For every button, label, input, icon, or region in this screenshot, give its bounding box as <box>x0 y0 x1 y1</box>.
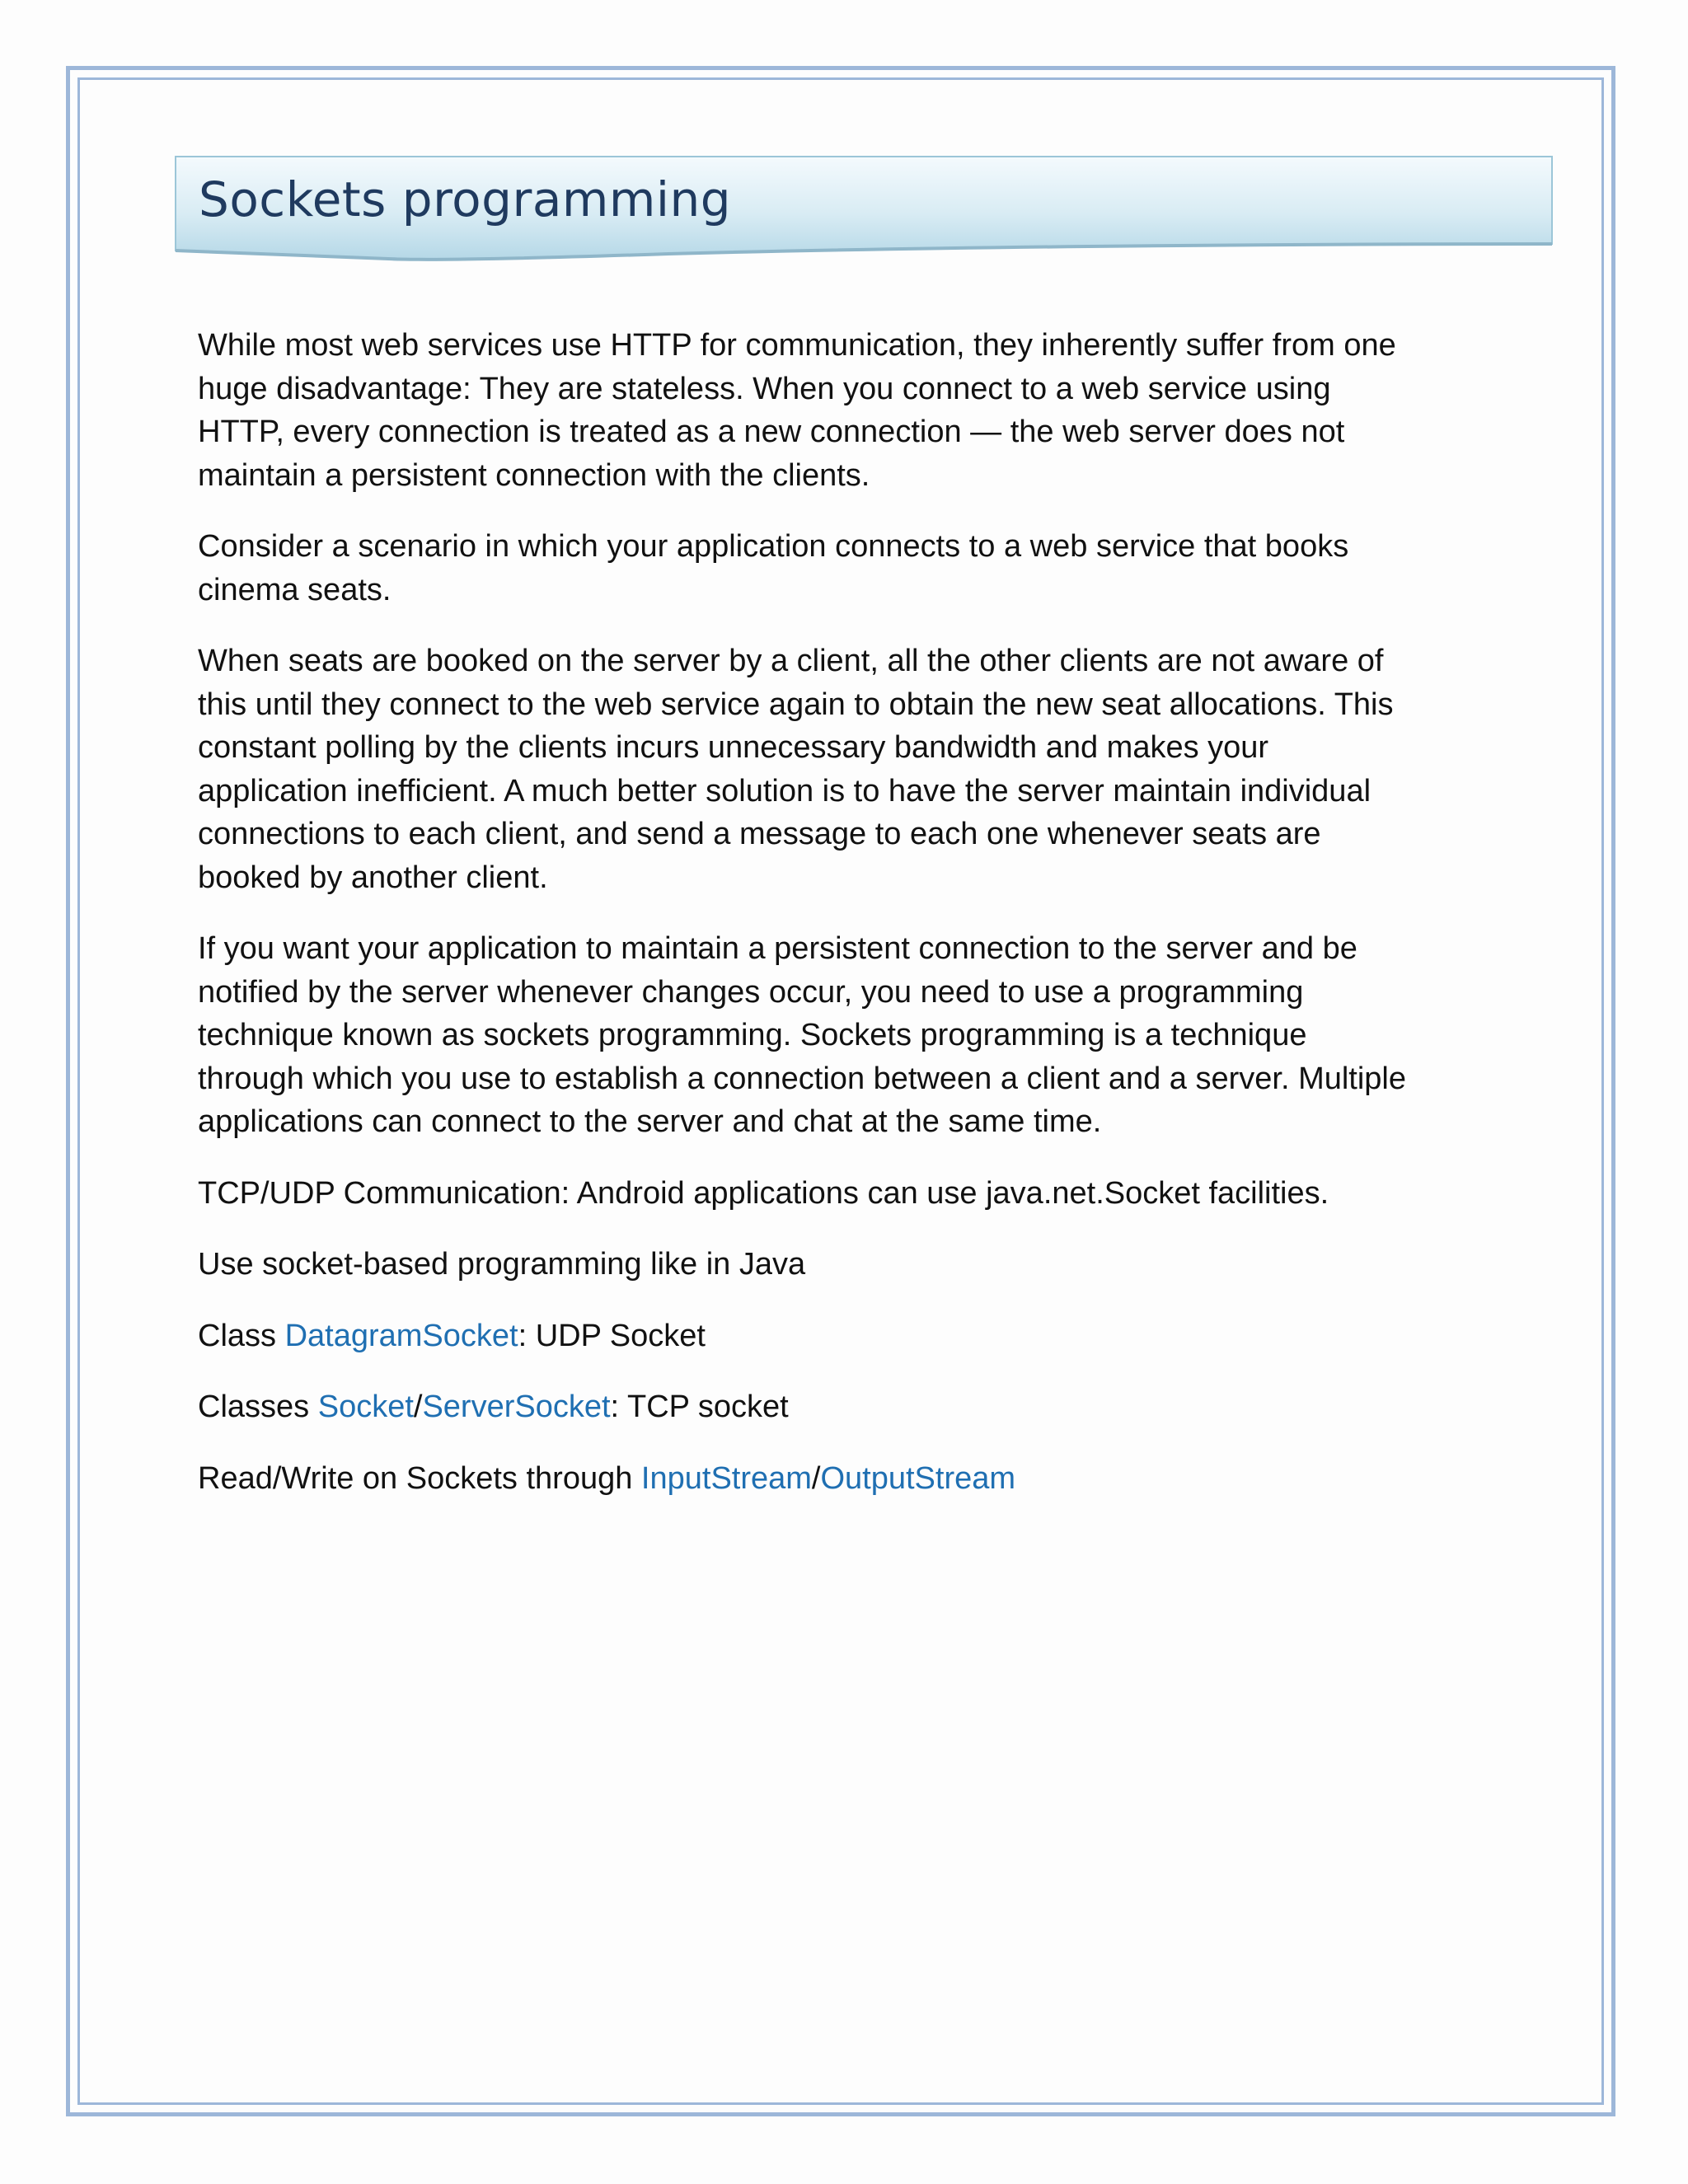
text-line: application inefficient. A much better solution is to have the server maintain individual <box>198 773 1372 808</box>
separator: / <box>413 1390 423 1424</box>
text-line: HTTP, every connection is treated as a new connection — the web server does not <box>198 415 1345 449</box>
datagramsocket-link[interactable]: DatagramSocket <box>284 1318 518 1353</box>
text-line: this until they connect to the web service again to obtain the new seat allocations. This <box>198 687 1394 722</box>
text-line: applications can connect to the server and chat at the same time. <box>198 1104 1102 1139</box>
text-line: connections to each client, and send a message to each one whenever seats are <box>198 817 1321 851</box>
text-line: When seats are booked on the server by a client, all the other clients are not aware of <box>198 644 1384 678</box>
paragraph-read-write <box>198 1457 1484 1501</box>
paragraph-datagram-class <box>198 1315 1484 1358</box>
text-line: constant polling by the clients incurs unnecessary bandwidth and makes your <box>198 730 1269 765</box>
class-suffix: : UDP Socket <box>518 1318 706 1353</box>
text-line: cinema seats. <box>198 572 392 607</box>
text-line: Use socket-based programming like in Java <box>198 1247 806 1282</box>
paragraph-3 <box>198 640 1484 899</box>
classes-suffix: : TCP socket <box>610 1390 789 1424</box>
paragraph-socket-based <box>198 1243 1484 1286</box>
outputstream-link[interactable]: OutputStream <box>820 1460 1016 1496</box>
paragraph-2 <box>198 525 1484 612</box>
inputstream-link[interactable]: InputStream <box>640 1460 812 1496</box>
text-line: Consider a scenario in which your application connects to a web service that books <box>198 529 1349 564</box>
text-line: notified by the server whenever changes occur, you need to use a programming <box>198 974 1304 1010</box>
text-line <box>198 1315 1484 1358</box>
body-content <box>198 324 1484 1528</box>
text-line <box>198 1385 1484 1429</box>
paragraph-tcp-classes <box>198 1385 1484 1429</box>
paragraph-1 <box>198 324 1484 497</box>
paragraph-tcp-udp <box>198 1172 1484 1216</box>
text-line: through which you use to establish a connection between a client and a server. Multiple <box>198 1061 1407 1096</box>
text-line: maintain a persistent connection with the clients. <box>198 457 870 493</box>
text-line: huge disadvantage: They are stateless. When you connect to a web service using <box>198 371 1331 406</box>
heading-banner <box>174 155 1555 266</box>
text-line: If you want your application to maintain a persistent connection to the server and be <box>198 931 1357 966</box>
paragraph-4 <box>198 927 1484 1144</box>
page-title: Sockets programming <box>199 171 732 227</box>
text-line <box>198 1457 1484 1501</box>
text-line: While most web services use HTTP for communication, they inherently suffer from one <box>198 328 1396 363</box>
text-line: technique known as sockets programming. Sockets programming is a technique <box>198 1018 1307 1052</box>
serversocket-link[interactable]: ServerSocket <box>422 1390 611 1424</box>
text-line: booked by another client. <box>198 860 548 895</box>
class-prefix: Class <box>198 1318 285 1353</box>
text-line: TCP/UDP Communication: Android applications can use java.net.Socket facilities. <box>198 1175 1329 1211</box>
separator: / <box>811 1460 821 1496</box>
socket-link[interactable]: Socket <box>317 1390 414 1424</box>
read-write-prefix: Read/Write on Sockets through <box>198 1460 641 1496</box>
classes-prefix: Classes <box>198 1390 318 1424</box>
